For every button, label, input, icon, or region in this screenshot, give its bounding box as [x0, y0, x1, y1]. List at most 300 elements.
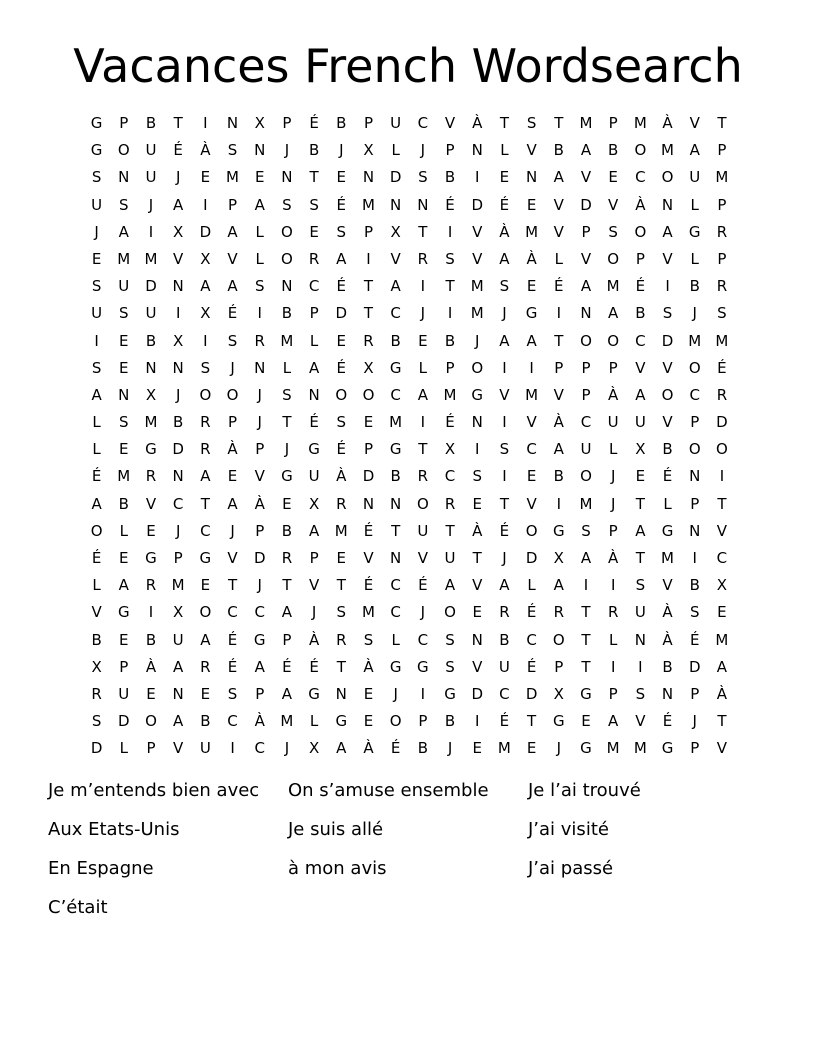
grid-letter: M — [226, 168, 239, 187]
grid-letter: B — [499, 630, 510, 649]
grid-letter: E — [717, 603, 727, 622]
grid-letter: E — [146, 521, 156, 540]
grid-letter: B — [635, 304, 646, 323]
grid-letter: À — [662, 603, 673, 622]
grid-letter: G — [661, 521, 674, 540]
grid-letter: V — [662, 358, 673, 377]
grid-letter: L — [92, 413, 101, 432]
grid-letter: C — [689, 385, 700, 404]
grid-letter: À — [472, 521, 483, 540]
grid-letter: T — [418, 222, 428, 241]
grid-letter: É — [336, 195, 347, 214]
grid-letter: A — [173, 195, 184, 214]
grid-row — [83, 708, 736, 735]
grid-letter: I — [230, 739, 235, 758]
page-title: Vacances French Wordsearch — [73, 39, 743, 93]
grid-letter: R — [716, 277, 728, 296]
grid-letter: I — [203, 114, 208, 132]
grid-letter: J — [175, 521, 181, 540]
grid-letter: R — [254, 331, 265, 350]
grid-letter: A — [308, 521, 320, 540]
grid-letter: G — [308, 440, 320, 459]
grid-letter: V — [173, 739, 184, 758]
grid-letter: S — [119, 304, 129, 323]
grid-letter: É — [227, 304, 238, 323]
grid-letter: M — [633, 739, 647, 758]
grid-letter: E — [635, 467, 646, 486]
grid-letter: T — [554, 114, 564, 132]
grid-letter: C — [227, 603, 238, 622]
grid-letter: U — [118, 277, 130, 296]
grid-letter: A — [553, 168, 564, 187]
grid-letter: B — [390, 467, 401, 486]
grid-letter: T — [527, 712, 537, 731]
grid-letter: É — [662, 467, 673, 486]
grid-letter: A — [716, 657, 728, 676]
grid-letter: D — [525, 684, 538, 703]
grid-letter: U — [634, 413, 646, 432]
grid-letter: O — [661, 168, 674, 187]
grid-letter: T — [717, 114, 727, 132]
grid-letter: B — [173, 413, 184, 432]
grid-letter: M — [497, 739, 511, 758]
grid-letter: P — [282, 114, 292, 132]
grid-letter: À — [363, 657, 374, 676]
word-list-item: Aux Etats-Unis — [48, 819, 180, 840]
grid-letter: A — [91, 494, 102, 513]
grid-letter: T — [581, 630, 591, 649]
grid-letter: E — [472, 739, 482, 758]
grid-row — [83, 409, 736, 436]
grid-letter: L — [309, 712, 319, 731]
grid-letter: S — [254, 277, 265, 296]
grid-row — [83, 355, 736, 382]
word-list-item: En Espagne — [48, 858, 154, 879]
grid-letter: G — [389, 657, 402, 676]
grid-letter: I — [529, 358, 534, 377]
grid-letter: G — [308, 684, 320, 703]
grid-letter: L — [255, 249, 264, 268]
grid-letter: É — [554, 277, 564, 296]
grid-letter: V — [254, 467, 265, 486]
grid-letter: G — [389, 358, 402, 377]
grid-letter: P — [146, 739, 156, 758]
grid-letter: T — [499, 494, 509, 513]
grid-letter: O — [634, 222, 647, 241]
grid-letter: N — [634, 630, 646, 649]
grid-letter: X — [363, 141, 374, 160]
grid-letter: É — [309, 413, 319, 432]
grid-letter: P — [309, 304, 319, 323]
grid-row — [83, 572, 736, 599]
grid-letter: T — [282, 413, 292, 432]
grid-letter: V — [580, 249, 592, 268]
grid-letter: P — [608, 521, 618, 540]
grid-letter: J — [393, 684, 398, 703]
grid-letter: S — [635, 576, 646, 595]
grid-letter: G — [90, 114, 103, 132]
grid-letter: É — [309, 657, 319, 676]
grid-letter: J — [447, 739, 453, 758]
grid-row — [83, 164, 736, 191]
grid-letter: I — [203, 195, 208, 214]
grid-letter: R — [336, 494, 347, 513]
grid-letter: J — [148, 195, 154, 214]
grid-letter: A — [390, 277, 401, 296]
grid-letter: V — [227, 249, 238, 268]
grid-letter: V — [635, 712, 646, 731]
grid-row — [83, 627, 736, 654]
grid-letter: D — [580, 195, 592, 214]
grid-letter: P — [690, 494, 700, 513]
grid-letter: M — [443, 385, 457, 404]
word-list-item: On s’amuse ensemble — [288, 780, 489, 801]
grid-letter: É — [635, 277, 646, 296]
grid-letter: X — [200, 304, 211, 323]
grid-letter: C — [254, 603, 265, 622]
grid-letter: S — [363, 630, 374, 649]
grid-letter: O — [416, 494, 429, 513]
grid-letter: N — [525, 168, 538, 187]
grid-letter: B — [444, 168, 456, 187]
grid-letter: É — [336, 358, 347, 377]
grid-letter: B — [662, 440, 673, 459]
grid-letter: N — [390, 195, 402, 214]
grid-letter: S — [119, 195, 129, 214]
grid-letter: L — [500, 141, 509, 160]
grid-letter: E — [363, 413, 374, 432]
grid-letter: U — [172, 630, 184, 649]
grid-letter: T — [445, 277, 455, 296]
grid-letter: N — [580, 304, 592, 323]
grid-letter: A — [580, 549, 592, 567]
grid-letter: J — [610, 467, 616, 486]
grid-letter: O — [688, 440, 701, 459]
grid-letter: B — [281, 521, 293, 540]
grid-letter: S — [499, 440, 510, 459]
grid-letter: I — [610, 576, 616, 595]
grid-letter: C — [200, 521, 211, 540]
grid-letter: B — [662, 657, 673, 676]
grid-letter: I — [638, 657, 643, 676]
grid-letter: E — [200, 684, 211, 703]
grid-letter: J — [311, 603, 317, 622]
grid-row — [83, 518, 736, 545]
grid-letter: G — [335, 712, 348, 731]
grid-row — [83, 246, 736, 273]
grid-letter: P — [228, 413, 238, 432]
grid-letter: R — [716, 385, 728, 404]
grid-letter: S — [526, 114, 537, 132]
grid-letter: J — [420, 304, 426, 323]
grid-letter: M — [280, 712, 294, 731]
grid-letter: E — [526, 195, 537, 214]
grid-letter: É — [173, 141, 183, 160]
grid-letter: A — [227, 222, 238, 241]
grid-letter: É — [717, 358, 727, 377]
grid-letter: V — [526, 413, 537, 432]
grid-letter: G — [281, 467, 293, 486]
grid-letter: P — [717, 249, 727, 268]
grid-letter: U — [145, 141, 157, 160]
grid-letter: X — [553, 549, 564, 567]
grid-letter: C — [308, 277, 320, 296]
grid-letter: U — [145, 168, 157, 187]
grid-letter: À — [662, 114, 673, 132]
grid-letter: É — [227, 630, 238, 649]
grid-letter: D — [389, 168, 402, 187]
grid-letter: M — [361, 603, 375, 622]
grid-letter: B — [417, 739, 428, 758]
grid-letter: À — [145, 657, 157, 676]
grid-letter: O — [552, 630, 565, 649]
grid-letter: I — [692, 549, 697, 567]
grid-letter: N — [661, 684, 674, 703]
grid-letter: X — [173, 222, 184, 241]
word-list-item: J’ai visité — [528, 819, 609, 840]
grid-letter: V — [553, 385, 564, 404]
grid-letter: D — [118, 712, 130, 731]
grid-letter: N — [471, 141, 483, 160]
grid-letter: D — [661, 331, 674, 350]
grid-letter: I — [475, 440, 480, 459]
grid-letter: M — [470, 304, 484, 323]
grid-letter: T — [418, 440, 428, 459]
grid-letter: À — [499, 222, 510, 241]
grid-letter: E — [472, 494, 482, 513]
grid-letter: D — [688, 657, 701, 676]
grid-letter: S — [336, 222, 347, 241]
grid-letter: A — [662, 222, 673, 241]
grid-letter: B — [200, 712, 211, 731]
grid-letter: V — [716, 521, 728, 540]
grid-letter: D — [335, 304, 348, 323]
grid-letter: À — [553, 413, 564, 432]
grid-letter: R — [200, 413, 211, 432]
grid-letter: S — [336, 603, 347, 622]
grid-letter: A — [580, 141, 592, 160]
grid-letter: A — [173, 712, 184, 731]
grid-letter: G — [253, 630, 266, 649]
grid-letter: I — [475, 168, 480, 187]
grid-letter: U — [607, 413, 619, 432]
grid-letter: P — [690, 739, 700, 758]
grid-letter: I — [665, 277, 670, 296]
grid-letter: V — [390, 249, 401, 268]
grid-letter: G — [389, 440, 402, 459]
grid-letter: B — [608, 141, 619, 160]
grid-letter: N — [471, 630, 483, 649]
grid-letter: V — [91, 603, 102, 622]
grid-letter: X — [635, 440, 646, 459]
grid-letter: P — [363, 440, 373, 459]
grid-letter: T — [227, 576, 238, 595]
grid-letter: R — [145, 467, 157, 486]
grid-row — [83, 328, 736, 355]
grid-letter: S — [662, 304, 673, 323]
grid-letter: N — [145, 358, 157, 377]
grid-letter: M — [606, 739, 620, 758]
grid-letter: E — [227, 467, 238, 486]
grid-letter: A — [553, 576, 564, 595]
word-list-item: J’ai passé — [528, 858, 614, 879]
grid-letter: G — [580, 739, 592, 758]
grid-letter: J — [556, 739, 561, 758]
grid-letter: M — [661, 141, 674, 160]
grid-letter: C — [390, 304, 401, 323]
grid-letter: L — [92, 440, 101, 459]
grid-letter: M — [715, 331, 729, 350]
grid-letter: S — [227, 331, 238, 350]
grid-letter: G — [145, 440, 157, 459]
grid-letter: I — [257, 304, 262, 323]
grid-letter: N — [362, 494, 375, 513]
grid-letter: J — [610, 494, 616, 513]
grid-letter: O — [634, 141, 647, 160]
grid-letter: A — [200, 630, 211, 649]
grid-letter: D — [471, 195, 483, 214]
grid-letter: X — [553, 684, 564, 703]
grid-letter: E — [499, 168, 510, 187]
grid-letter: U — [308, 467, 320, 486]
grid-letter: A — [281, 684, 293, 703]
grid-letter: S — [309, 195, 319, 214]
grid-letter: M — [144, 249, 158, 268]
grid-letter: D — [90, 739, 103, 758]
grid-letter: V — [635, 358, 646, 377]
grid-letter: A — [526, 331, 537, 350]
grid-letter: U — [145, 304, 157, 323]
grid-letter: M — [117, 467, 131, 486]
grid-letter: G — [552, 521, 565, 540]
grid-letter: E — [119, 440, 129, 459]
grid-letter: S — [445, 657, 455, 676]
grid-letter: O — [444, 603, 456, 622]
grid-letter: G — [90, 141, 103, 160]
grid-letter: B — [553, 467, 564, 486]
grid-letter: R — [716, 222, 728, 241]
grid-letter: D — [525, 549, 538, 567]
grid-letter: T — [200, 494, 210, 513]
grid-letter: É — [91, 549, 102, 567]
grid-letter: A — [227, 494, 238, 513]
grid-letter: I — [447, 304, 453, 323]
grid-letter: J — [230, 358, 235, 377]
grid-letter: V — [417, 549, 428, 567]
grid-letter: L — [391, 630, 400, 649]
grid-letter: E — [91, 249, 102, 268]
grid-letter: I — [94, 331, 99, 350]
grid-letter: À — [363, 739, 374, 758]
grid-letter: A — [173, 657, 184, 676]
grid-letter: J — [692, 304, 697, 323]
grid-letter: J — [257, 413, 262, 432]
grid-letter: É — [363, 521, 374, 540]
grid-letter: J — [692, 712, 697, 731]
grid-letter: P — [255, 440, 265, 459]
grid-letter: V — [472, 222, 483, 241]
grid-letter: E — [200, 576, 211, 595]
grid-letter: O — [117, 141, 130, 160]
grid-letter: B — [145, 331, 157, 350]
grid-letter: É — [282, 657, 292, 676]
grid-letter: X — [444, 440, 456, 459]
grid-letter: B — [281, 304, 293, 323]
grid-letter: M — [715, 168, 729, 187]
grid-letter: V — [145, 494, 157, 513]
grid-letter: R — [607, 603, 619, 622]
grid-letter: V — [499, 385, 510, 404]
grid-letter: A — [689, 141, 700, 160]
grid-letter: L — [309, 331, 319, 350]
grid-letter: O — [580, 331, 592, 350]
grid-letter: V — [662, 249, 673, 268]
grid-letter: M — [470, 277, 484, 296]
grid-letter: O — [145, 712, 157, 731]
grid-letter: N — [281, 168, 293, 187]
grid-letter: J — [284, 141, 290, 160]
grid-letter: T — [499, 114, 509, 132]
grid-letter: I — [420, 413, 426, 432]
grid-letter: D — [362, 467, 375, 486]
grid-letter: E — [336, 549, 347, 567]
grid-letter: N — [661, 195, 674, 214]
grid-letter: E — [472, 603, 482, 622]
grid-letter: P — [445, 358, 455, 377]
grid-letter: X — [200, 249, 211, 268]
grid-letter: E — [119, 358, 129, 377]
grid-letter: O — [471, 358, 484, 377]
grid-letter: G — [661, 739, 674, 758]
grid-letter: E — [119, 630, 129, 649]
grid-letter: C — [526, 440, 537, 459]
grid-letter: E — [581, 712, 591, 731]
grid-letter: A — [635, 385, 646, 404]
grid-letter: P — [418, 712, 428, 731]
grid-letter: R — [145, 576, 157, 595]
grid-letter: A — [308, 358, 320, 377]
grid-letter: À — [526, 249, 537, 268]
grid-letter: M — [525, 222, 539, 241]
grid-letter: J — [175, 385, 181, 404]
word-list-item: à mon avis — [288, 858, 387, 879]
grid-letter: P — [581, 358, 591, 377]
grid-letter: E — [282, 494, 292, 513]
grid-letter: U — [580, 440, 592, 459]
grid-letter: S — [91, 358, 102, 377]
grid-letter: U — [634, 603, 646, 622]
grid-letter: P — [445, 141, 455, 160]
grid-letter: S — [499, 277, 510, 296]
grid-letter: I — [420, 684, 426, 703]
grid-letter: R — [417, 249, 429, 268]
grid-letter: T — [363, 277, 374, 296]
grid-letter: S — [282, 195, 292, 214]
grid-letter: N — [281, 277, 293, 296]
grid-letter: E — [119, 331, 129, 350]
grid-letter: É — [689, 630, 700, 649]
grid-letter: V — [662, 413, 673, 432]
grid-letter: O — [281, 249, 293, 268]
grid-letter: E — [254, 168, 265, 187]
grid-letter: J — [257, 385, 262, 404]
grid-letter: G — [552, 712, 565, 731]
grid-letter: U — [444, 549, 456, 567]
grid-letter: P — [608, 358, 618, 377]
grid-letter: J — [502, 304, 507, 323]
grid-letter: P — [255, 521, 265, 540]
grid-letter: À — [336, 467, 347, 486]
